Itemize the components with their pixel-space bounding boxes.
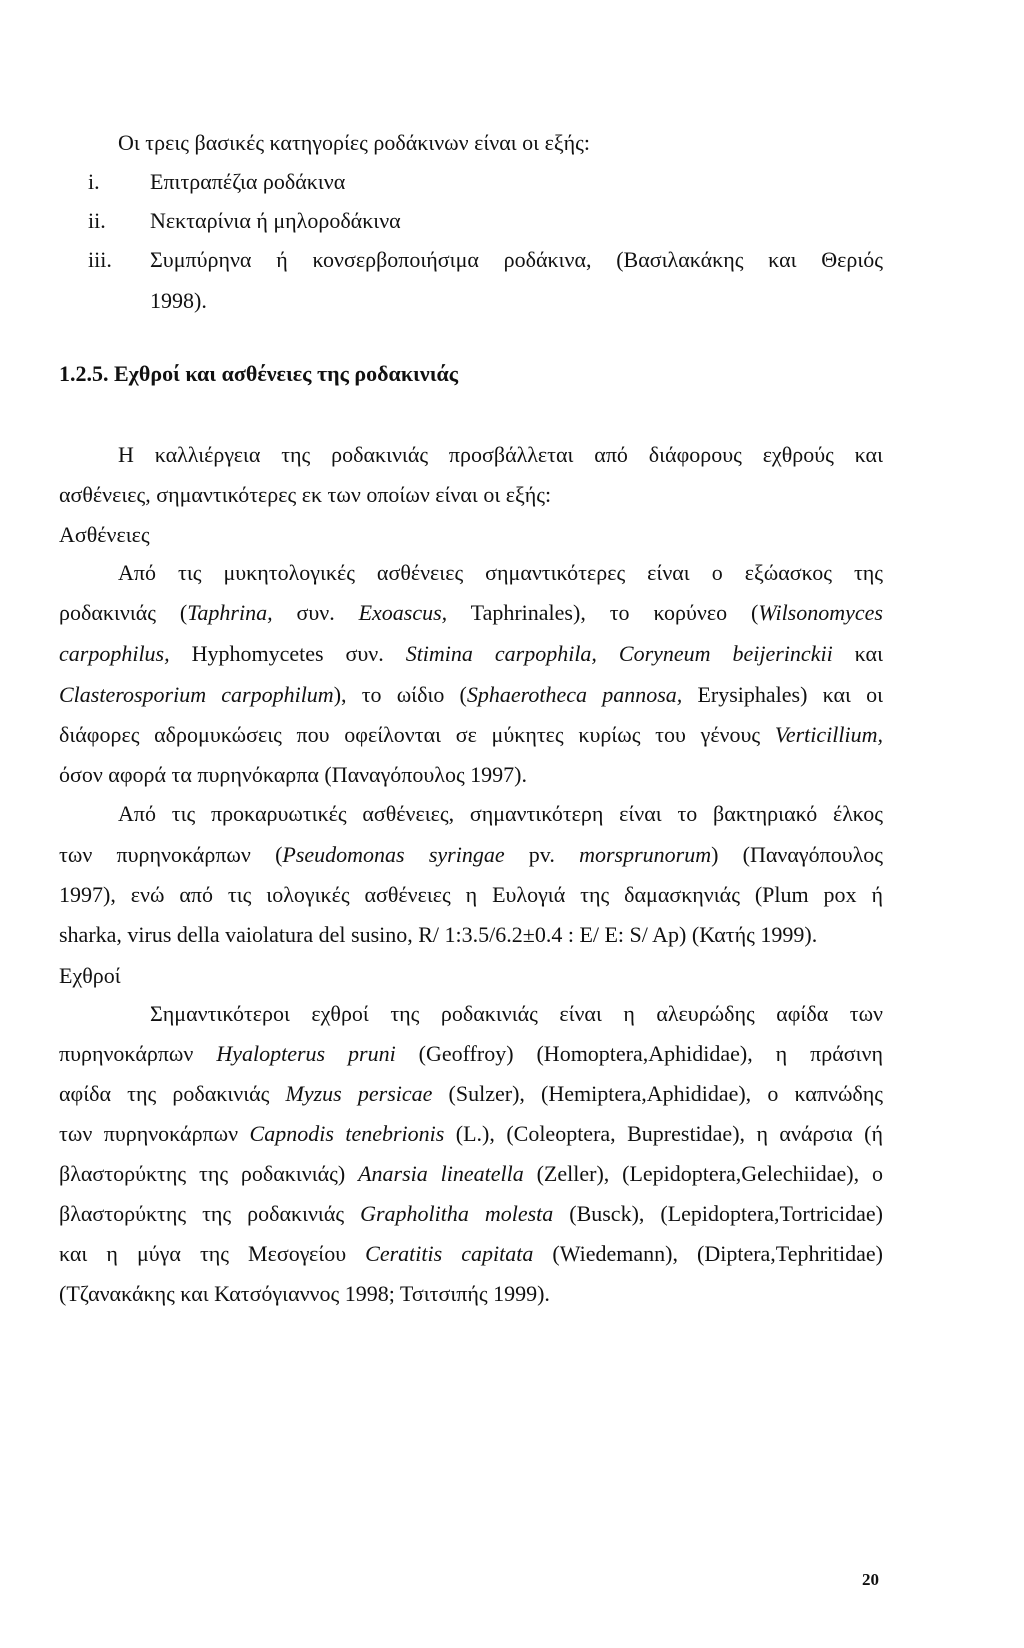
list-item-2: Νεκταρίνια ή μηλοροδάκινα <box>150 208 401 233</box>
subheading-diseases: Ασθένειες <box>59 522 150 547</box>
p4-line-8: (Τζανακάκης και Κατσόγιαννος 1998; Τσιτσιπής 1999). <box>59 1281 550 1306</box>
subheading-enemies: Εχθροί <box>59 963 121 988</box>
page-number: 20 <box>862 1570 879 1589</box>
p2-line-5: διάφορες αδρομυκώσεις που οφείλονται σε μύκητες κυρίως του γένους Verticillium, <box>59 722 883 747</box>
p2-line-4: Clasterosporium carpophilum), το ωίδιο (Sphaerotheca pannosa, Erysiphales) και οι <box>59 682 884 707</box>
list-num-3: iii. <box>88 247 112 272</box>
section-heading: 1.2.5. Εχθροί και ασθένειες της ροδακινιάς <box>59 361 459 386</box>
p1-line-1: Η καλλιέργεια της ροδακινιάς προσβάλλεται από διάφορους εχθρούς και <box>118 442 883 467</box>
p4-line-3: αφίδα της ροδακινιάς Myzus persicae (Sulzer), (Hemiptera,Aphididae), ο καπνώδης <box>59 1081 884 1106</box>
list-item-3: Συμπύρηνα ή κονσερβοποιήσιμα ροδάκινα, (Βασιλακάκης και Θεριός <box>150 247 883 272</box>
list-num-2: ii. <box>88 208 106 233</box>
p4-line-1: Σημαντικότεροι εχθροί της ροδακινιάς είναι η αλευρώδης αφίδα των <box>150 1001 883 1026</box>
p3-line-3: 1997), ενώ από τις ιολογικές ασθένειες η Ευλογιά της δαμασκηνιάς (Plum pox ή <box>59 882 883 907</box>
p3-line-4: sharka, virus della vaiolatura del susino, R/ 1:3.5/6.2±0.4 : E/ E: S/ Ap) (Κατής 1999). <box>59 922 818 947</box>
p2-line-1: Από τις μυκητολογικές ασθένειες σημαντικότερες είναι ο εξώασκος της <box>118 560 883 585</box>
p1-line-2: ασθένειες, σημαντικότερες εκ των οποίων είναι οι εξής: <box>59 482 552 507</box>
list-item-3-cont: 1998). <box>150 288 207 313</box>
p2-line-3: carpophilus, Hyphomycetes συν. Stimina carpophila, Coryneum beijerinckii και <box>59 641 884 666</box>
p2-line-6: όσον αφορά τα πυρηνόκαρπα (Παναγόπουλος 1997). <box>59 762 528 787</box>
p2-line-2: ροδακινιάς (Taphrina, συν. Exoascus, Taphrinales), το κορύνεο (Wilsonomyces <box>59 600 883 625</box>
list-num-1: i. <box>88 169 100 194</box>
intro-line: Οι τρεις βασικές κατηγορίες ροδάκινων είναι οι εξής: <box>118 130 590 155</box>
p4-line-4: των πυρηνοκάρπων Capnodis tenebrionis (L.), (Coleoptera, Buprestidae), η ανάρσια (ή <box>59 1121 883 1146</box>
list-item-1: Επιτραπέζια ροδάκινα <box>150 169 346 194</box>
p4-line-5: βλαστορύκτης της ροδακινιάς) Anarsia lineatella (Zeller), (Lepidoptera,Gelechiidae), ο <box>59 1161 884 1186</box>
p4-line-2: πυρηνοκάρπων Hyalopterus pruni (Geoffroy) (Homoptera,Aphididae), η πράσινη <box>59 1041 883 1066</box>
p4-line-7: και η μύγα της Μεσογείου Ceratitis capitata (Wiedemann), (Diptera,Tephritidae) <box>59 1241 883 1266</box>
p3-line-1: Από τις προκαρυωτικές ασθένειες, σημαντικότερη είναι το βακτηριακό έλκος <box>118 801 883 826</box>
p3-line-2: των πυρηνοκάρπων (Pseudomonas syringae pv. morsprunorum) (Παναγόπουλος <box>59 842 883 867</box>
p4-line-6: βλαστορύκτης της ροδακινιάς Grapholitha molesta (Busck), (Lepidoptera,Tortricidae) <box>59 1201 883 1226</box>
